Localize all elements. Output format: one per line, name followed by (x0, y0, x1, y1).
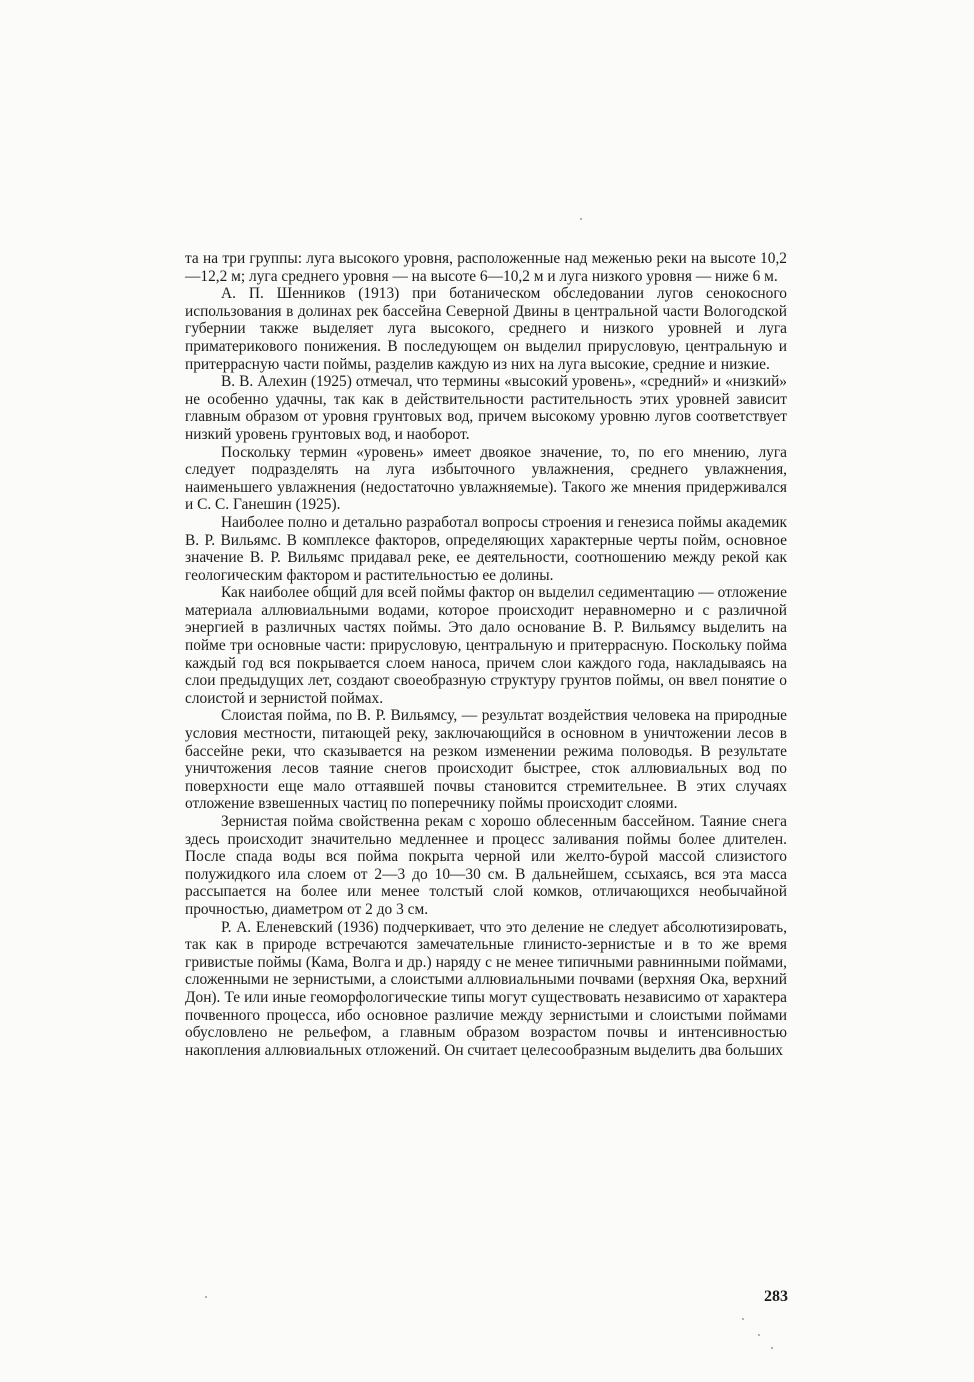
scan-speck (758, 1334, 760, 1336)
paragraph-3: В. В. Алехин (1925) отмечал, что термины «высокий уровень», «средний» и «низкий» не особенно удачны, так как в действительности растительность этих уровней зависит главным образом от уровня грунтовых вод, причем высокому уровню лугов соответствует низкий уровень грунтовых вод, и наоборот. (185, 373, 787, 443)
paragraph-1: та на три группы: луга высокого уровня, расположенные над меженью реки на высоте 10,2—12,2 м; луга среднего уровня — на высоте 6—10,2 м и луга низкого уровня — ниже 6 м. (185, 250, 787, 285)
scan-speck (205, 1296, 207, 1298)
scan-speck (580, 218, 582, 220)
paragraph-5: Наиболее полно и детально разработал вопросы строения и генезиса поймы академик В. Р. Вильямс. В комплексе факторов, определяющих характерные черты пойм, основное значение В. Р. Вильямс придавал реке, ее деятельности, соотношению между рекой как геологическим фактором и растительностью ее долины. (185, 513, 787, 584)
scan-speck (771, 1347, 773, 1349)
paragraph-9: Р. А. Еленевский (1936) подчеркивает, что это деление не следует абсолютизировать, так как в природе встречаются замечательные глинисто-зернистые и в то же время гривистые поймы (Кама, Волга и др.) наряду с не менее типичными равнинными поймами, сложенными не зернистыми, а слоистыми аллювиальными почвами (верхняя Ока, верхний Дон). Те или иные геоморфологические типы могут существовать независимо от характера почвенного процесса, ибо основное различие между зернистыми и слоистыми поймами обусловлено не рельефом, а главным образом возрастом почвы и интенсивностью накопления аллювиальных отложений. Он считает целесообразным выделить два больших (185, 918, 787, 1059)
paragraph-7: Слоистая пойма, по В. Р. Вильямсу, — результат воздействия человека на природные условия местности, питающей реку, заключающийся в основном в уничтожении лесов в бассейне реки, что сказывается на резком изменении режима половодья. В результате уничтожения лесов таяние снегов происходит быстрее, сток аллювиальных вод по поверхности еще мало оттаявшей почвы становится стремительнее. В этих случаях отложение взвешенных частиц по поперечнику поймы происходит слоями. (185, 707, 787, 813)
paragraph-4: Поскольку термин «уровень» имеет двоякое значение, то, по его мнению, луга следует подразделять на луга избыточного увлажнения, среднего увлажнения, наименьшего увлажнения (недостаточно увлажняемые). Такого же мнения придерживался и С. С. Ганешин (1925). (185, 443, 787, 514)
paragraph-2: А. П. Шенников (1913) при ботаническом обследовании лугов сенокосного использования в долинах рек бассейна Северной Двины в центральной части Вологодской губернии также выделяет луга высокого, среднего и низкого уровней и луга приматерикового понижения. В последующем он выделил прирусловую, центральную и притеррасную части поймы, разделив каждую из них на луга высокие, средние и низкие. (185, 285, 787, 373)
page-number: 283 (764, 1288, 788, 1305)
body-text (185, 250, 787, 1059)
paragraph-8: Зернистая пойма свойственна рекам с хорошо облесенным бассейном. Таяние снега здесь происходит значительно медленнее и процесс заливания поймы более длителен. После спада воды вся пойма покрыта черной или желто-бурой массой слизистого полужидкого ила слоем от 2—3 до 10—30 см. В дальнейшем, ссыхаясь, вся эта масса рассыпается на более или менее толстый слой комков, отличающихся необычайной прочностью, диаметром от 2 до 3 см. (185, 813, 787, 918)
scan-speck (742, 1318, 744, 1320)
paragraph-6: Как наиболее общий для всей поймы фактор он выделил седиментацию — отложение материала аллювиальными водами, которое происходит неравномерно и с различной энергией в различных частях поймы. Это дало основание В. Р. Вильямсу выделить на пойме три основные части: прирусловую, центральную и притеррасную. Поскольку пойма каждый год вся покрывается слоем наноса, причем слои каждого года, накладываясь на слои предыдущих лет, создают своеобразную структуру грунтов поймы, он ввел понятие о слоистой и зернистой поймах. (185, 584, 787, 707)
